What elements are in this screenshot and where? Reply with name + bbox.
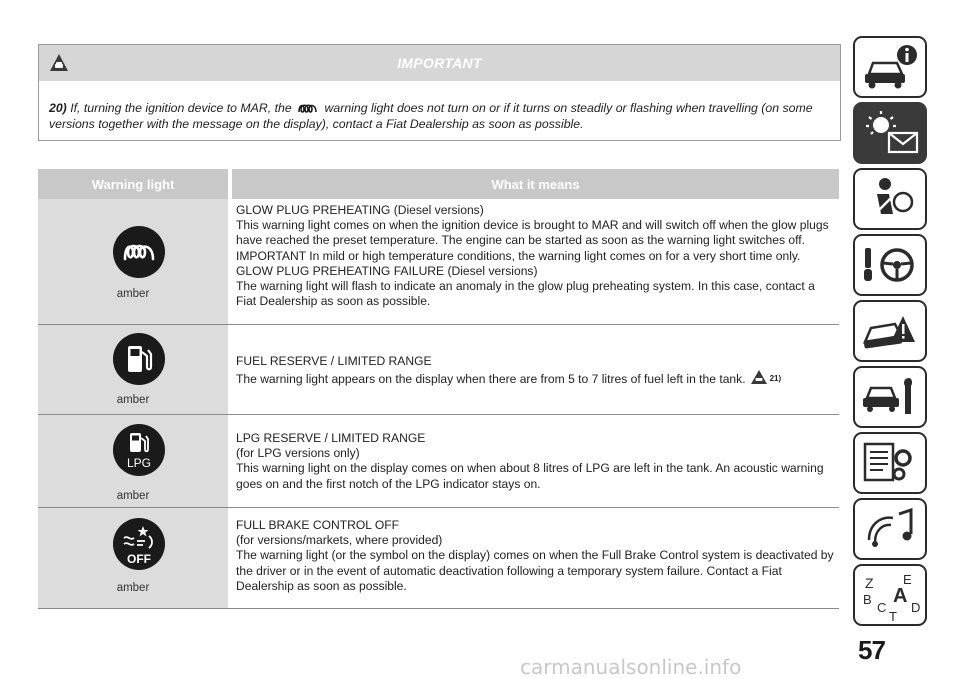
description-line: This warning light comes on when the ignition device is brought to MAR and will switch off when the glow plugs have reached the preset temperature. The engine can be started as soon as the warning light switches off. [236,218,829,248]
description-line: The warning light appears on the display when there are from 5 to 7 litres of fuel left in the tank. 21) [236,369,836,387]
description-text [236,354,836,387]
description-title: FULL BRAKE CONTROL OFF [236,518,400,532]
note-number: 20) [49,101,67,115]
description-text [236,518,836,594]
description-line: The warning light will flash to indicate an anomaly in the glow plug preheating system. In this case, contact a Fiat Dealership as soon as possible. [236,279,815,309]
svg-text:C: C [877,600,887,615]
color-label: amber [116,582,150,594]
nav-tab-warning-lights[interactable] [853,102,927,164]
table-row [38,415,839,508]
reference-number: 21) [769,374,782,384]
nav-tab-safety[interactable] [853,168,927,230]
table-row [38,508,839,609]
nav-tab-starting-driving[interactable] [853,234,927,296]
full-brake-control-off-icon [113,518,165,570]
icon-cell [38,508,228,608]
svg-text:A: A [893,585,908,607]
svg-text:B: B [863,592,872,607]
car-maintenance-icon [855,368,925,426]
description-text [236,431,836,492]
emergency-icon [855,302,925,360]
important-box [38,44,841,141]
note-text-end: warning light does not turn on or if it turns on steadily or flashing when travelling (on some versions together with the message on the display), contact a Fiat Dealership as soon as possible. [49,101,813,131]
color-label: amber [116,490,150,502]
color-label: amber [116,288,150,300]
color-label: amber [116,394,150,406]
description-line: (for versions/markets, where provided) [236,533,443,548]
index-icon [855,566,925,624]
svg-text:T: T [889,609,897,624]
description-line: This warning light on the display comes on when about 8 litres of LPG are left in the tank. An acoustic warning goes on and the first notch of the LPG indicator stays on. [236,461,824,491]
fuel-pump-icon [113,333,165,385]
important-header [39,45,840,81]
car-info-icon [855,38,925,96]
svg-text:Z: Z [865,575,874,591]
nav-tab-index[interactable] [853,564,927,626]
icon-cell [38,415,228,507]
nav-tab-technical-data[interactable] [853,432,927,494]
svg-text:D: D [911,600,921,615]
glow-plug-inline-icon [297,101,319,115]
technical-data-icon [855,434,925,492]
description-line: IMPORTANT In mild or high temperature conditions, the warning light comes on for a very short time only. [236,248,801,263]
note-text-start: If, turning the ignition device to MAR, the [70,101,292,115]
table-row [38,325,839,415]
nav-tab-emergency[interactable] [853,300,927,362]
glow-plug-icon [113,226,165,278]
nav-tab-maintenance[interactable] [853,366,927,428]
svg-text:OFF: OFF [127,552,151,566]
description-line: The warning light (or the symbol on the display) comes on when the Full Brake Control system is deactivated by the driver or in the event of automatic deactivation following a temporary system failure. Contact a Fiat Dealership as soon as possible. [236,548,834,593]
description-title: LPG RESERVE / LIMITED RANGE [236,431,426,445]
description-text [236,203,836,309]
important-note [49,100,829,132]
header-warning-light: Warning light [38,169,228,199]
table-row [38,199,839,325]
multimedia-icon [855,500,925,558]
lpg-pump-icon [113,424,165,476]
svg-text:LPG: LPG [126,456,152,470]
safety-icon [855,170,925,228]
icon-cell [38,325,228,414]
description-line: GLOW PLUG PREHEATING FAILURE (Diesel versions) [236,263,538,278]
important-title: IMPORTANT [397,55,482,71]
warning-car-icon [750,369,768,385]
svg-text:E: E [903,572,912,587]
warning-lights-icon [855,104,925,162]
table-header [38,169,839,199]
description-line: (for LPG versions only) [236,446,360,461]
description-title: FUEL RESERVE / LIMITED RANGE [236,354,432,368]
steering-wheel-icon [855,236,925,294]
watermark: carmanualsonline.info [520,655,742,679]
icon-cell [38,199,228,324]
description-title: GLOW PLUG PREHEATING (Diesel versions) [236,203,484,217]
nav-tab-multimedia[interactable] [853,498,927,560]
header-what-it-means: What it means [232,169,839,199]
page-number: 57 [858,635,885,665]
nav-tab-car-info[interactable] [853,36,927,98]
